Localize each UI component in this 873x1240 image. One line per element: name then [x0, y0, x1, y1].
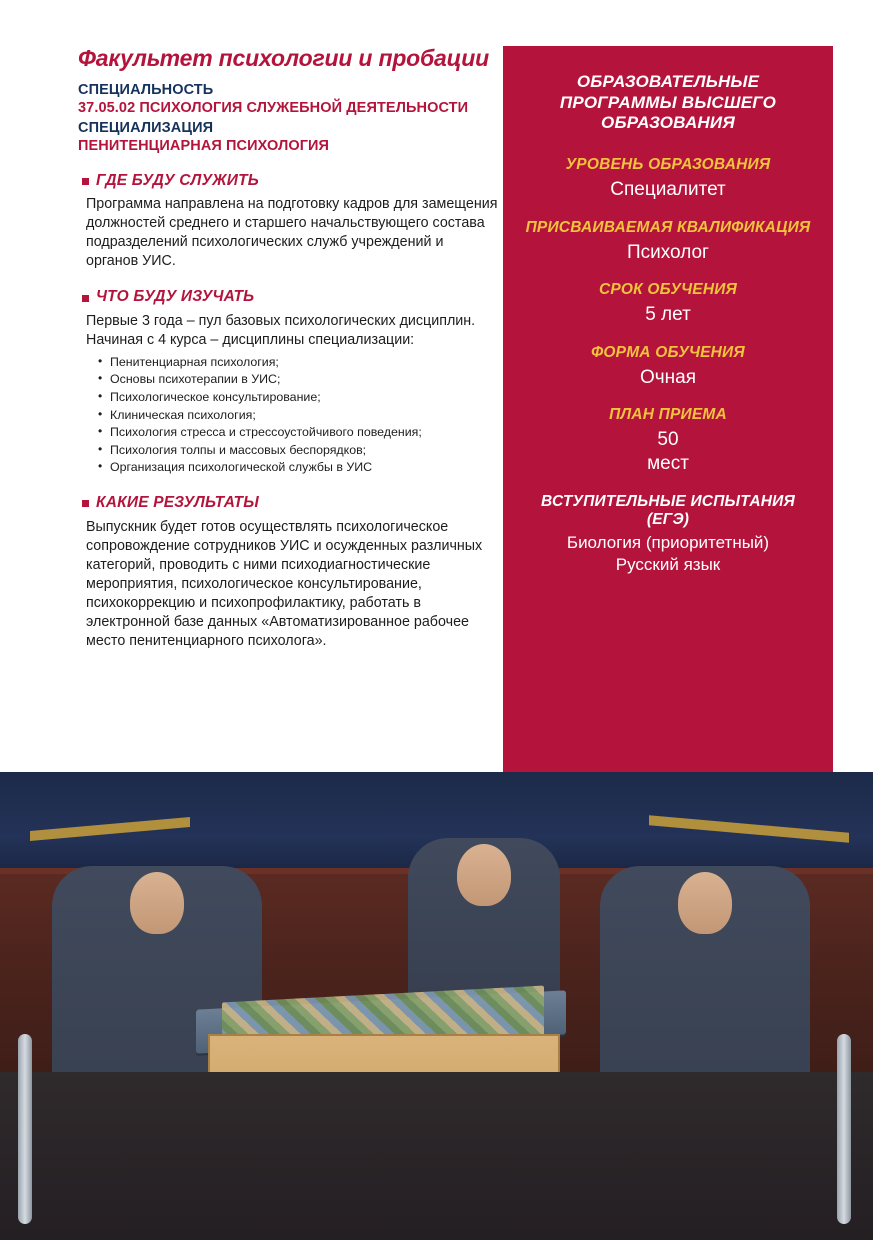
section-what-will-i-study	[78, 289, 498, 477]
section-header	[82, 289, 498, 305]
square-bullet-icon	[82, 295, 89, 302]
field-education-level	[521, 156, 815, 202]
specialization-value: ПЕНИТЕНЦИАРНАЯ ПСИХОЛОГИЯ	[78, 137, 330, 154]
field-value: Очная	[639, 366, 697, 388]
field-value: 50	[657, 429, 679, 451]
wall-stripe-left	[30, 817, 190, 841]
square-bullet-icon	[82, 500, 89, 507]
field-value: 5 лет	[645, 304, 691, 326]
section-where-will-i-serve	[78, 173, 498, 272]
section-title: КАКИЕ РЕЗУЛЬТАТЫ	[96, 494, 259, 512]
section-header	[82, 495, 498, 511]
field-label: ВСТУПИТЕЛЬНЫЕ ИСПЫТАНИЯ (ЕГЭ)	[541, 492, 795, 528]
person-head	[457, 844, 511, 906]
list-item: • Психологическое консультирование;	[96, 389, 498, 407]
left-content-column	[78, 46, 498, 651]
section-title: ГДЕ БУДУ СЛУЖИТЬ	[96, 171, 259, 189]
specialty-value: 37.05.02 ПСИХОЛОГИЯ СЛУЖЕБНОЙ ДЕЯТЕЛЬНОСТИ	[78, 100, 469, 117]
pipe-left	[18, 1034, 32, 1224]
field-value: Биология (приоритетный)	[566, 533, 770, 553]
person-head	[130, 872, 184, 934]
list-item: • Организация психологической службы в УИС	[96, 459, 498, 477]
list-item: • Основы психотерапии в УИС;	[96, 371, 498, 389]
field-value: Специалитет	[610, 179, 726, 201]
page-title: Факультет психологии и пробации	[78, 45, 490, 71]
wall-stripe-right	[649, 815, 849, 842]
discipline-list	[96, 354, 498, 477]
section-what-results	[78, 495, 498, 651]
list-item: • Клиническая психология;	[96, 407, 498, 425]
section-header	[82, 173, 498, 189]
field-label: УРОВЕНЬ ОБРАЗОВАНИЯ	[565, 156, 771, 174]
field-value-secondary: мест	[647, 453, 689, 475]
education-programs-panel	[503, 46, 833, 786]
field-value: Психолог	[626, 241, 709, 263]
photo-officers-at-table	[0, 772, 873, 1240]
section-body: Выпускник будет готов осуществлять психологическое сопровождение сотрудников УИС и осужденных различных категорий, проводить с ними психодиагностические мероприятия, психологическое консультирование, психокоррекцию и психопрофилактику, работать в электронной базе данных «Автоматизированное рабочее место пенитенциарного психолога».	[86, 518, 483, 649]
pipe-right	[837, 1034, 851, 1224]
field-admission-plan	[521, 406, 815, 475]
field-label: СРОК ОБУЧЕНИЯ	[598, 281, 738, 299]
field-entrance-exams	[521, 493, 815, 575]
field-label: ПРИСВАИВАЕМАЯ КВАЛИФИКАЦИЯ	[525, 218, 811, 236]
section-title: ЧТО БУДУ ИЗУЧАТЬ	[96, 288, 255, 306]
list-item: • Психология толпы и массовых беспорядков;	[96, 442, 498, 460]
person-head	[678, 872, 732, 934]
square-bullet-icon	[82, 178, 89, 185]
list-item: • Психология стресса и стрессоустойчивого поведения;	[96, 424, 498, 442]
field-label: ФОРМА ОБУЧЕНИЯ	[591, 343, 745, 361]
field-duration	[521, 281, 815, 327]
specialty-label: СПЕЦИАЛЬНОСТЬ	[78, 82, 214, 99]
list-item: • Пенитенциарная психология;	[96, 354, 498, 372]
field-value-secondary: Русский язык	[615, 554, 721, 574]
floor	[0, 1072, 873, 1240]
panel-heading: ОБРАЗОВАТЕЛЬНЫЕ ПРОГРАММЫ ВЫСШЕГО ОБРАЗОВАНИЯ	[559, 72, 777, 133]
field-qualification	[521, 219, 815, 265]
section-body: Программа направлена на подготовку кадров для замещения должностей среднего и старшего начальствующего состава подразделений психологических служб учреждений и органов УИС.	[86, 196, 498, 270]
section-body: Первые 3 года – пул базовых психологических дисциплин. Начиная с 4 курса – дисциплины специализации:	[86, 312, 476, 348]
specialization-label: СПЕЦИАЛИЗАЦИЯ	[78, 119, 214, 136]
field-study-form	[521, 344, 815, 390]
field-label: ПЛАН ПРИЕМА	[609, 406, 727, 424]
